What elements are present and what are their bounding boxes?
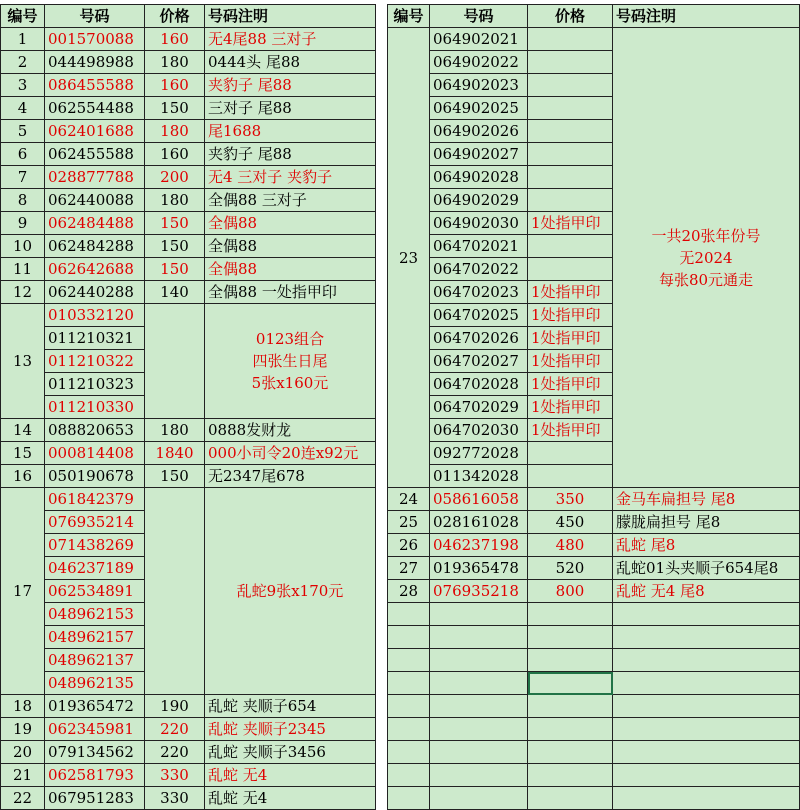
cell-note[interactable]: 乱蛇 夹顺子2345: [205, 718, 376, 741]
cell-number[interactable]: 062455588: [45, 143, 145, 166]
table-row: [1, 74, 376, 97]
cell-price[interactable]: 180: [145, 51, 205, 74]
cell-id[interactable]: 5: [1, 120, 45, 143]
empty-cell[interactable]: [388, 649, 430, 672]
cell-note[interactable]: 全偶88 三对子: [205, 189, 376, 212]
table-row: [1, 419, 376, 442]
cell-price[interactable]: 160: [145, 74, 205, 97]
cell-price[interactable]: 150: [145, 97, 205, 120]
cell-number[interactable]: 067951283: [45, 787, 145, 810]
cell-price[interactable]: 190: [145, 695, 205, 718]
cell-price[interactable]: [528, 235, 613, 258]
cell-note[interactable]: 朦胧扁担号 尾8: [613, 511, 800, 534]
empty-row: [388, 787, 800, 810]
empty-cell[interactable]: [430, 764, 528, 787]
header-note[interactable]: 号码注明: [613, 5, 800, 28]
cell-price[interactable]: [528, 51, 613, 74]
table-row: [1, 787, 376, 810]
cell-id[interactable]: 4: [1, 97, 45, 120]
cell-note[interactable]: 乱蛇 夹顺子654: [205, 695, 376, 718]
empty-cell[interactable]: [528, 787, 613, 810]
cell-id[interactable]: 23: [388, 28, 430, 488]
empty-cell[interactable]: [528, 741, 613, 764]
cell-number[interactable]: 062401688: [45, 120, 145, 143]
empty-cell[interactable]: [613, 695, 800, 718]
cell-id[interactable]: 8: [1, 189, 45, 212]
cell-number[interactable]: 001570088: [45, 28, 145, 51]
cell-number[interactable]: 048962137: [45, 649, 145, 672]
cell-number[interactable]: 064902023: [430, 74, 528, 97]
table-row: [388, 511, 800, 534]
table-row: [1, 28, 376, 51]
cell-number[interactable]: 050190678: [45, 465, 145, 488]
cell-number[interactable]: 061842379: [45, 488, 145, 511]
cell-note[interactable]: 乱蛇 尾8: [613, 534, 800, 557]
cell-note[interactable]: 无4尾88 三对子: [205, 28, 376, 51]
cell-number[interactable]: 062440288: [45, 281, 145, 304]
cell-price[interactable]: 1840: [145, 442, 205, 465]
cell-number[interactable]: 076935214: [45, 511, 145, 534]
table-row: [1, 695, 376, 718]
empty-cell[interactable]: [613, 626, 800, 649]
header-price[interactable]: 价格: [145, 5, 205, 28]
cell-note[interactable]: 乱蛇 无4: [205, 787, 376, 810]
cell-price[interactable]: [145, 304, 205, 419]
cell-note[interactable]: 无4 三对子 夹豹子: [205, 166, 376, 189]
cell-price[interactable]: 180: [145, 120, 205, 143]
cell-id[interactable]: 28: [388, 580, 430, 603]
cell-number[interactable]: 064702021: [430, 235, 528, 258]
cell-note[interactable]: 全偶88 一处指甲印: [205, 281, 376, 304]
cell-number[interactable]: 064702026: [430, 327, 528, 350]
empty-cell[interactable]: [388, 764, 430, 787]
cell-note[interactable]: 乱蛇 无4 尾8: [613, 580, 800, 603]
cell-price[interactable]: [528, 166, 613, 189]
table-row: [1, 143, 376, 166]
cell-id[interactable]: 14: [1, 419, 45, 442]
cell-price[interactable]: [528, 465, 613, 488]
cell-price[interactable]: 150: [145, 465, 205, 488]
cell-note[interactable]: 无2347尾678: [205, 465, 376, 488]
empty-cell[interactable]: [613, 649, 800, 672]
cell-price[interactable]: 150: [145, 258, 205, 281]
cell-note[interactable]: 夹豹子 尾88: [205, 74, 376, 97]
cell-number[interactable]: 086455588: [45, 74, 145, 97]
cell-id[interactable]: 27: [388, 557, 430, 580]
cell-price[interactable]: [528, 442, 613, 465]
cell-note[interactable]: 全偶88: [205, 235, 376, 258]
table-row: [1, 764, 376, 787]
cell-price[interactable]: 1处指甲印: [528, 327, 613, 350]
cell-id[interactable]: 10: [1, 235, 45, 258]
header-price[interactable]: 价格: [528, 5, 613, 28]
table-row: [388, 534, 800, 557]
cell-note[interactable]: 乱蛇01头夹顺子654尾8: [613, 557, 800, 580]
table-row: [388, 557, 800, 580]
cell-id[interactable]: 22: [1, 787, 45, 810]
cell-id[interactable]: 24: [388, 488, 430, 511]
table-row: [388, 488, 800, 511]
empty-cell[interactable]: [388, 695, 430, 718]
header-number[interactable]: 号码: [45, 5, 145, 28]
cell-note[interactable]: 乱蛇 无4: [205, 764, 376, 787]
cell-id[interactable]: 17: [1, 488, 45, 695]
cell-number[interactable]: 048962157: [45, 626, 145, 649]
cell-price[interactable]: 150: [145, 212, 205, 235]
cell-price[interactable]: [528, 120, 613, 143]
table-row: [1, 281, 376, 304]
cell-price[interactable]: 350: [528, 488, 613, 511]
cell-number[interactable]: 028161028: [430, 511, 528, 534]
column-gap: [375, 0, 387, 805]
cell-number[interactable]: 064702022: [430, 258, 528, 281]
cell-number[interactable]: 011210321: [45, 327, 145, 350]
cell-price[interactable]: [145, 488, 205, 695]
cell-number[interactable]: 064902025: [430, 97, 528, 120]
empty-cell[interactable]: [430, 603, 528, 626]
table-row: [1, 442, 376, 465]
empty-row: [388, 603, 800, 626]
empty-cell[interactable]: [430, 672, 528, 695]
empty-row: [388, 695, 800, 718]
cell-price[interactable]: 220: [145, 741, 205, 764]
empty-cell[interactable]: [613, 603, 800, 626]
cell-number[interactable]: 011210330: [45, 396, 145, 419]
cell-number[interactable]: 011342028: [430, 465, 528, 488]
cell-number[interactable]: 064902022: [430, 51, 528, 74]
cell-number[interactable]: 062440088: [45, 189, 145, 212]
table-row: [1, 189, 376, 212]
cell-id[interactable]: 1: [1, 28, 45, 51]
empty-cell[interactable]: [430, 626, 528, 649]
cell-id[interactable]: 19: [1, 718, 45, 741]
cell-note[interactable]: 夹豹子 尾88: [205, 143, 376, 166]
cell-number[interactable]: 062345981: [45, 718, 145, 741]
cell-price[interactable]: [528, 74, 613, 97]
cell-number[interactable]: 064702029: [430, 396, 528, 419]
empty-cell[interactable]: [528, 672, 613, 695]
empty-cell[interactable]: [613, 764, 800, 787]
empty-row: [388, 649, 800, 672]
empty-cell[interactable]: [613, 718, 800, 741]
right-table: [387, 4, 800, 810]
cell-note[interactable]: 三对子 尾88: [205, 97, 376, 120]
header-number[interactable]: 号码: [430, 5, 528, 28]
cell-id[interactable]: 26: [388, 534, 430, 557]
empty-cell[interactable]: [430, 741, 528, 764]
cell-number[interactable]: 064702023: [430, 281, 528, 304]
table-row: [1, 166, 376, 189]
empty-row: [388, 626, 800, 649]
left-table: [0, 4, 376, 810]
cell-price[interactable]: 800: [528, 580, 613, 603]
cell-price[interactable]: 180: [145, 189, 205, 212]
cell-number[interactable]: 028877788: [45, 166, 145, 189]
cell-id[interactable]: 15: [1, 442, 45, 465]
cell-number[interactable]: 088820653: [45, 419, 145, 442]
cell-number[interactable]: 064902029: [430, 189, 528, 212]
cell-number[interactable]: 064702025: [430, 304, 528, 327]
header-id[interactable]: 编号: [1, 5, 45, 28]
cell-price[interactable]: 330: [145, 787, 205, 810]
cell-id[interactable]: 11: [1, 258, 45, 281]
cell-price[interactable]: [528, 97, 613, 120]
empty-row: [388, 764, 800, 787]
table-row: [1, 120, 376, 143]
cell-price[interactable]: 1处指甲印: [528, 281, 613, 304]
cell-price[interactable]: 220: [145, 718, 205, 741]
empty-row: [388, 672, 800, 695]
cell-note[interactable]: 全偶88: [205, 212, 376, 235]
empty-row: [388, 718, 800, 741]
table-row: [1, 51, 376, 74]
cell-number[interactable]: 062581793: [45, 764, 145, 787]
empty-cell[interactable]: [430, 695, 528, 718]
cell-number[interactable]: 044498988: [45, 51, 145, 74]
cell-price[interactable]: 520: [528, 557, 613, 580]
cell-price[interactable]: 180: [145, 419, 205, 442]
empty-cell[interactable]: [388, 718, 430, 741]
cell-id[interactable]: 16: [1, 465, 45, 488]
empty-cell[interactable]: [388, 603, 430, 626]
cell-id[interactable]: 18: [1, 695, 45, 718]
table-row: [388, 28, 800, 51]
cell-number[interactable]: 064902028: [430, 166, 528, 189]
cell-id[interactable]: 21: [1, 764, 45, 787]
empty-cell[interactable]: [528, 764, 613, 787]
cell-price[interactable]: [528, 143, 613, 166]
cell-id[interactable]: 7: [1, 166, 45, 189]
cell-number[interactable]: 062484488: [45, 212, 145, 235]
table-row: [1, 304, 376, 327]
cell-price[interactable]: 1处指甲印: [528, 373, 613, 396]
cell-number[interactable]: 062534891: [45, 580, 145, 603]
cell-number[interactable]: 058616058: [430, 488, 528, 511]
cell-price[interactable]: 140: [145, 281, 205, 304]
table-row: [1, 258, 376, 281]
table-row: [1, 97, 376, 120]
cell-id[interactable]: 12: [1, 281, 45, 304]
cell-id[interactable]: 25: [388, 511, 430, 534]
cell-number[interactable]: 048962135: [45, 672, 145, 695]
cell-number[interactable]: 064702030: [430, 419, 528, 442]
cell-number[interactable]: 011210322: [45, 350, 145, 373]
header-row: [388, 5, 800, 28]
cell-price[interactable]: 1处指甲印: [528, 304, 613, 327]
cell-note[interactable]: 乱蛇9张x170元: [205, 488, 376, 695]
empty-row: [388, 741, 800, 764]
header-id[interactable]: 编号: [388, 5, 430, 28]
cell-note[interactable]: 全偶88: [205, 258, 376, 281]
table-row: [1, 235, 376, 258]
cell-id[interactable]: 2: [1, 51, 45, 74]
empty-cell[interactable]: [528, 603, 613, 626]
empty-cell[interactable]: [388, 672, 430, 695]
cell-number[interactable]: 076935218: [430, 580, 528, 603]
cell-note[interactable]: 一共20张年份号 无2024 每张80元通走: [613, 28, 800, 488]
empty-cell[interactable]: [528, 626, 613, 649]
cell-price[interactable]: 1处指甲印: [528, 350, 613, 373]
cell-price[interactable]: 1处指甲印: [528, 419, 613, 442]
cell-price[interactable]: [528, 258, 613, 281]
table-row: [1, 741, 376, 764]
cell-number[interactable]: 062554488: [45, 97, 145, 120]
cell-number[interactable]: 019365478: [430, 557, 528, 580]
cell-number[interactable]: 092772028: [430, 442, 528, 465]
empty-cell[interactable]: [388, 787, 430, 810]
cell-number[interactable]: 000814408: [45, 442, 145, 465]
cell-price[interactable]: [528, 189, 613, 212]
cell-price[interactable]: [528, 28, 613, 51]
cell-note[interactable]: 金马车扁担号 尾8: [613, 488, 800, 511]
empty-cell[interactable]: [528, 695, 613, 718]
cell-price[interactable]: 160: [145, 28, 205, 51]
empty-cell[interactable]: [430, 649, 528, 672]
cell-number[interactable]: 062484288: [45, 235, 145, 258]
cell-number[interactable]: 010332120: [45, 304, 145, 327]
cell-number[interactable]: 064902030: [430, 212, 528, 235]
cell-note[interactable]: 0123组合 四张生日尾 5张x160元: [205, 304, 376, 419]
table-row: [1, 488, 376, 511]
cell-price[interactable]: 1处指甲印: [528, 396, 613, 419]
cell-number[interactable]: 064702028: [430, 373, 528, 396]
table-row: [1, 465, 376, 488]
table-row: [1, 718, 376, 741]
cell-note[interactable]: 0888发财龙: [205, 419, 376, 442]
table-row: [1, 212, 376, 235]
cell-number[interactable]: 064902026: [430, 120, 528, 143]
cell-price[interactable]: 330: [145, 764, 205, 787]
cell-price[interactable]: 160: [145, 143, 205, 166]
empty-cell[interactable]: [388, 626, 430, 649]
cell-number[interactable]: 046237189: [45, 557, 145, 580]
cell-price[interactable]: 450: [528, 511, 613, 534]
cell-number[interactable]: 071438269: [45, 534, 145, 557]
cell-number[interactable]: 046237198: [430, 534, 528, 557]
cell-note[interactable]: 尾1688: [205, 120, 376, 143]
cell-number[interactable]: 011210323: [45, 373, 145, 396]
cell-number[interactable]: 019365472: [45, 695, 145, 718]
cell-price[interactable]: 200: [145, 166, 205, 189]
empty-cell[interactable]: [528, 718, 613, 741]
cell-note[interactable]: 乱蛇 夹顺子3456: [205, 741, 376, 764]
cell-id[interactable]: 9: [1, 212, 45, 235]
cell-id[interactable]: 3: [1, 74, 45, 97]
cell-id[interactable]: 20: [1, 741, 45, 764]
header-note[interactable]: 号码注明: [205, 5, 376, 28]
cell-number[interactable]: 064902027: [430, 143, 528, 166]
empty-cell[interactable]: [613, 672, 800, 695]
empty-cell[interactable]: [613, 741, 800, 764]
cell-price[interactable]: 150: [145, 235, 205, 258]
cell-number[interactable]: 064902021: [430, 28, 528, 51]
empty-cell[interactable]: [388, 741, 430, 764]
header-row: [1, 5, 376, 28]
empty-cell[interactable]: [430, 787, 528, 810]
cell-id[interactable]: 13: [1, 304, 45, 419]
cell-id[interactable]: 6: [1, 143, 45, 166]
cell-note[interactable]: 000小司令20连x92元: [205, 442, 376, 465]
empty-cell[interactable]: [613, 787, 800, 810]
cell-number[interactable]: 079134562: [45, 741, 145, 764]
table-row: [388, 580, 800, 603]
cell-number[interactable]: 048962153: [45, 603, 145, 626]
cell-number[interactable]: 062642688: [45, 258, 145, 281]
cell-price[interactable]: 1处指甲印: [528, 212, 613, 235]
cell-note[interactable]: 0444头 尾88: [205, 51, 376, 74]
empty-cell[interactable]: [528, 649, 613, 672]
cell-number[interactable]: 064702027: [430, 350, 528, 373]
cell-price[interactable]: 480: [528, 534, 613, 557]
empty-cell[interactable]: [430, 718, 528, 741]
